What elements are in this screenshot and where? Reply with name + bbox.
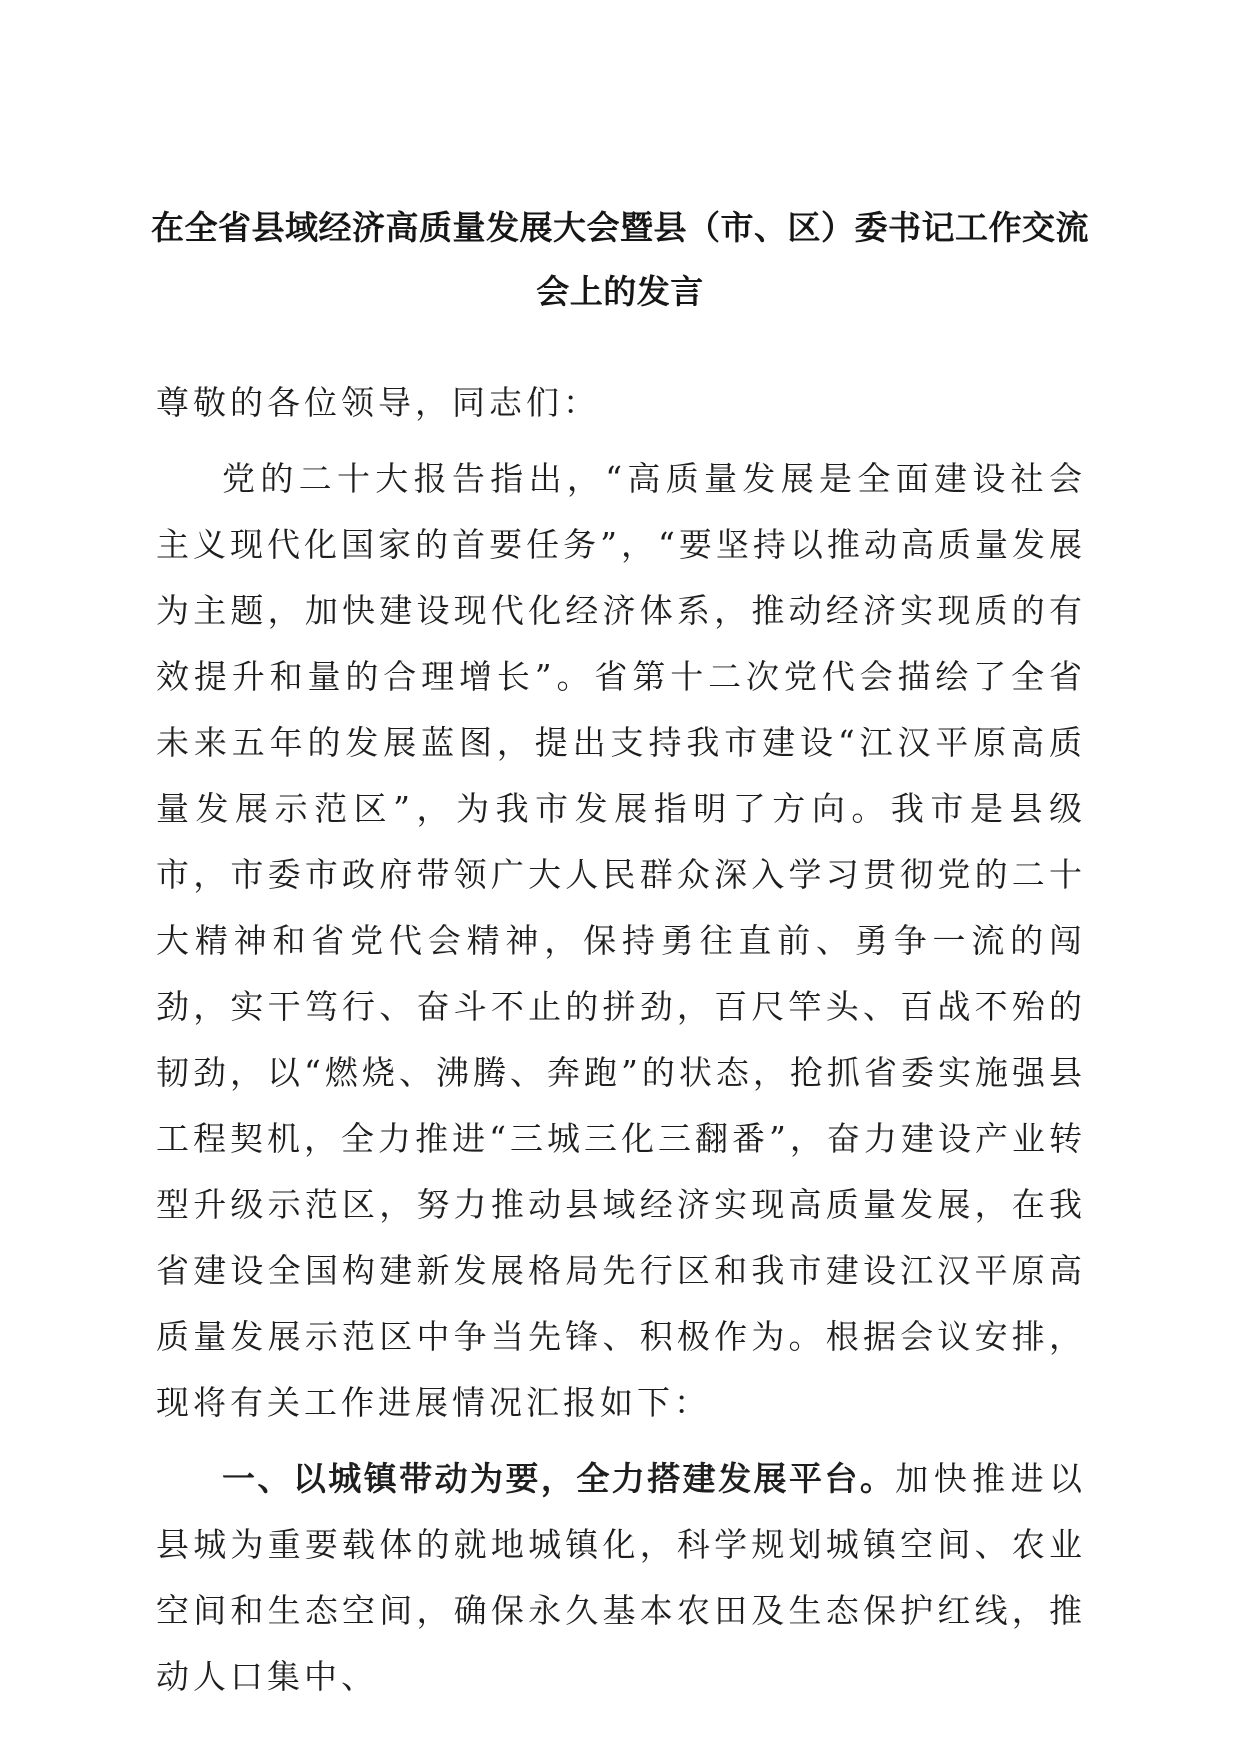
document-body <box>156 370 1086 1720</box>
paragraph-text: 加快推进以县城为重要载体的就地城镇化，科学规划城镇空间、农业空间和生态空间，确保永久基本农田及生态保护红线，推动人口集中、 <box>156 1459 1087 1696</box>
section-heading: 一、以城镇带动为要，全力搭建发展平台。 <box>222 1459 896 1498</box>
page-title: 在全省县域经济高质量发展大会暨县（市、区）委书记工作交流会上的发言 <box>151 208 1089 311</box>
section-paragraph <box>156 1446 1086 1710</box>
intro-paragraph <box>156 446 1086 1436</box>
salutation: 尊敬的各位领导，同志们： <box>156 383 600 422</box>
paragraph-text: 党的二十大报告指出，“高质量发展是全面建设社会主义现代化国家的首要任务”，“要坚持以推动高质量发展为主题，加快建设现代化经济体系，推动经济实现质的有效提升和量的合理增长”。省第十二次党代会描绘了全省未来五年的发展蓝图，提出支持我市建设“江汉平原高质量发展示范区”，为我市发展指明了方向。我市是县级市，市委市政府带领广大人民群众深入学习贯彻党的二十大精神和省党代会精神，保持勇往直前、勇争一流的闯劲，实干笃行、奋斗不止的拼劲，百尺竿头、百战不殆的韧劲，以“燃烧、沸腾、奔跑”的状态，抢抓省委实施强县工程契机，全力推进“三城三化三翻番”，奋力建设产业转型升级示范区，努力推动县域经济实现高质量发展，在我省建设全国构建新发展格局先行区和我市建设江汉平原高质量发展示范区中争当先锋、积极作为。根据会议安排，现将有关工作进展情况汇报如下： <box>156 459 1086 1422</box>
